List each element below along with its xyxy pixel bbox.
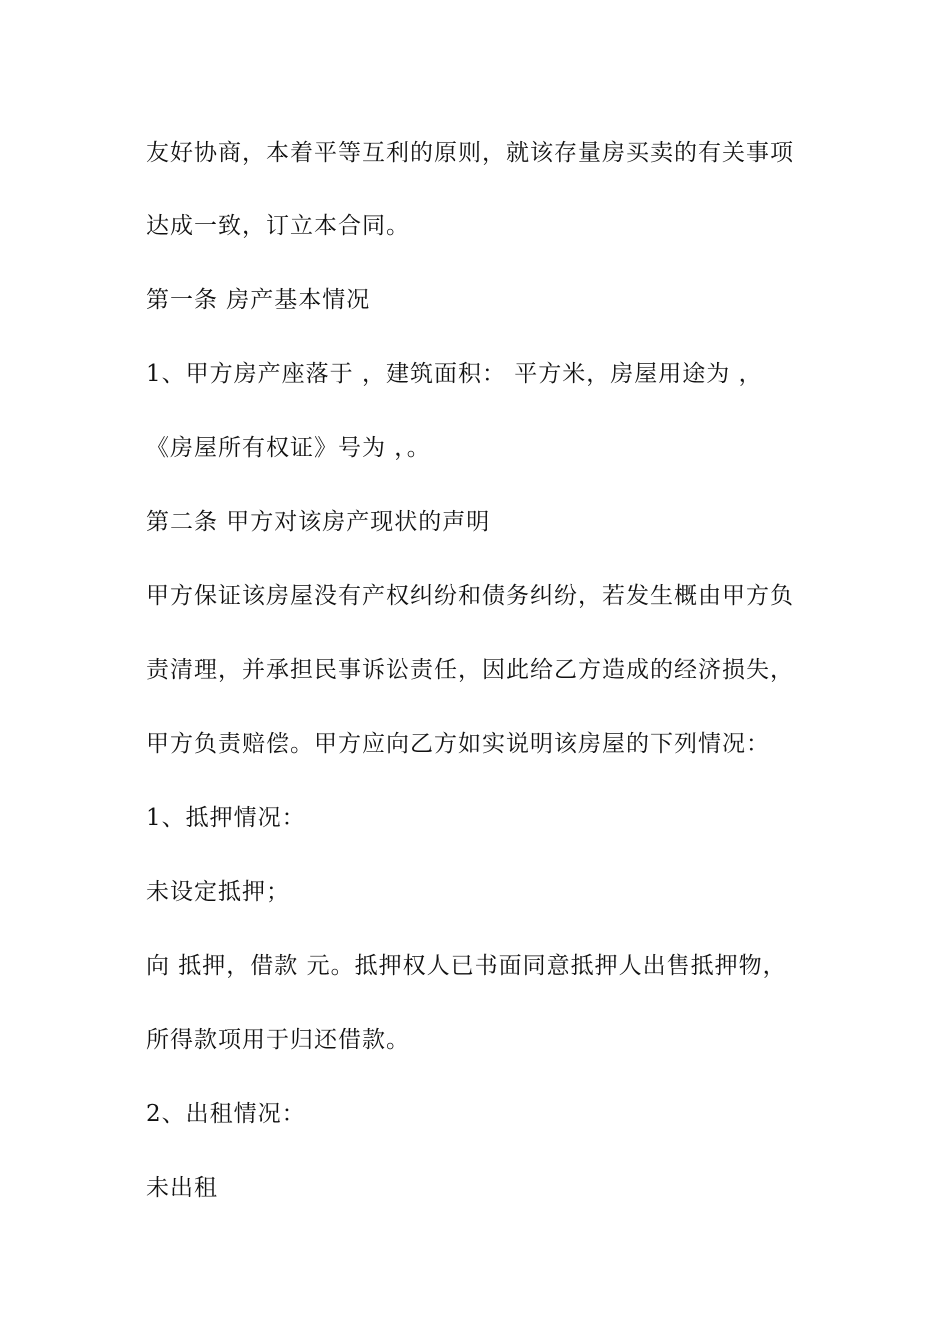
text-line: 责清理，并承担民事诉讼责任，因此给乙方造成的经济损失， — [146, 657, 794, 683]
text-line: 友好协商，本着平等互利的原则，就该存量房买卖的有关事项 — [146, 140, 794, 166]
text-line: 1、甲方房产座落于 ，建筑面积： 平方米，房屋用途为 ， — [146, 361, 763, 387]
text-line: 未设定抵押； — [146, 879, 290, 905]
text-line: 甲方保证该房屋没有产权纠纷和债务纠纷，若发生概由甲方负 — [146, 583, 794, 609]
text-line: 甲方负责赔偿。甲方应向乙方如实说明该房屋的下列情况： — [146, 731, 770, 757]
section-heading: 第二条 甲方对该房产现状的声明 — [146, 509, 491, 535]
text-line: 向 抵押，借款 元。抵押权人已书面同意抵押人出售抵押物， — [146, 953, 787, 979]
text-line: 达成一致，订立本合同。 — [146, 213, 410, 239]
text-line: 2、出租情况： — [146, 1101, 306, 1127]
section-heading: 第一条 房产基本情况 — [146, 287, 371, 313]
text-line: 1、抵押情况： — [146, 805, 306, 831]
text-line: 未出租 — [146, 1175, 218, 1201]
text-line: 所得款项用于归还借款。 — [146, 1027, 410, 1053]
text-line: 《房屋所有权证》号为 ，。 — [146, 435, 431, 461]
